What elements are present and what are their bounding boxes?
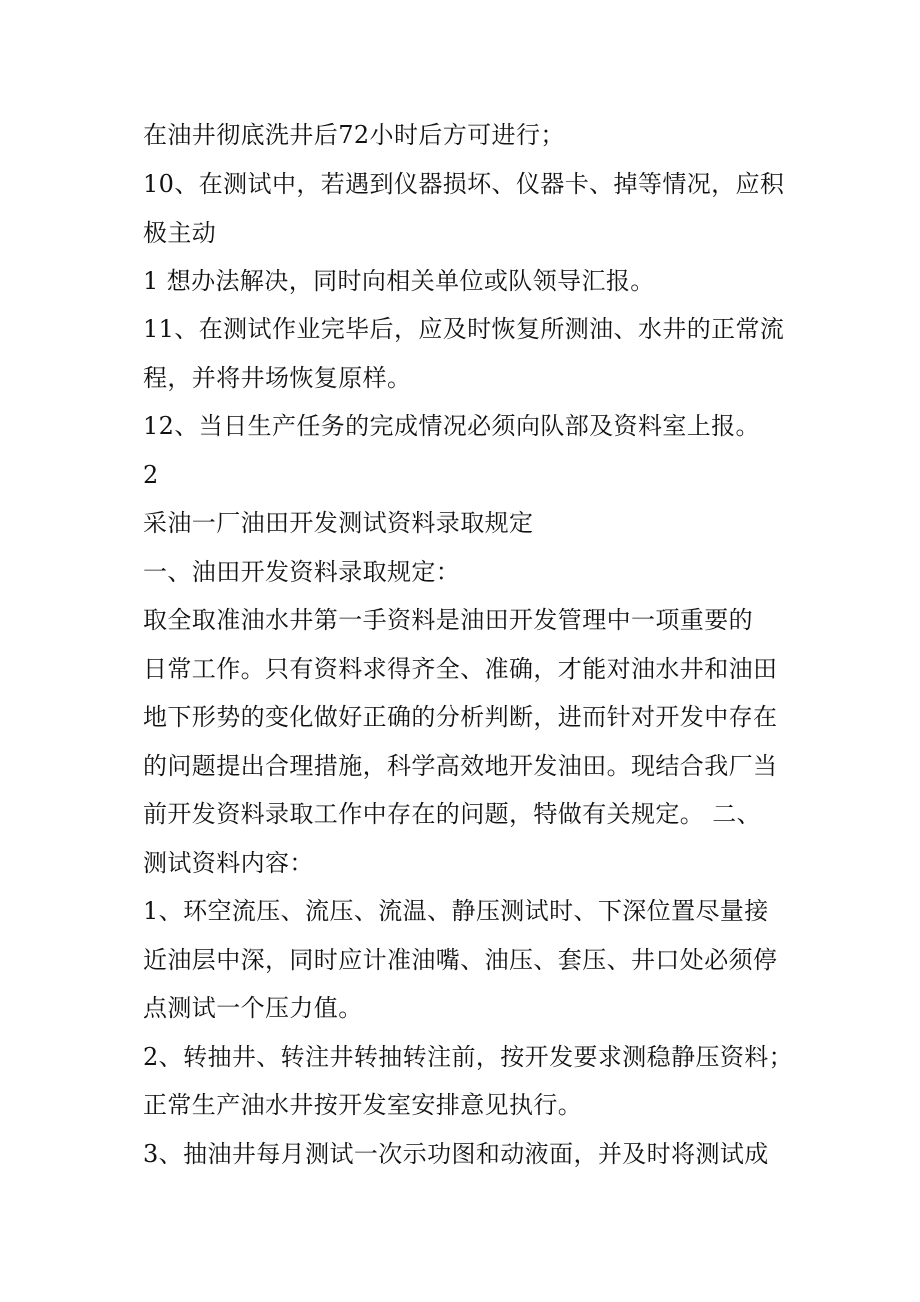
text-line: 地下形势的变化做好正确的分析判断，进而针对开发中存在 [143, 703, 778, 731]
text-line: 点测试一个压力值。 [143, 994, 363, 1022]
text-line: 1 想办法解决，同时向相关单位或队领导汇报。 [143, 267, 655, 295]
text-line: 1、环空流压、流压、流温、静压测试时、下深位置尽量接 [143, 897, 769, 925]
text-line: 取全取准油水井第一手资料是油田开发管理中一项重要的 [143, 606, 753, 634]
text-line: 极主动 [143, 219, 217, 247]
text-line: 近油层中深，同时应计准油嘴、油压、套压、井口处必须停 [143, 946, 778, 974]
section-heading: 一、油田开发资料录取规定： [143, 558, 461, 586]
text-line: 程，并将井场恢复原样。 [143, 364, 412, 392]
page-number: 2 [143, 461, 159, 489]
text-line: 正常生产油水井按开发室安排意见执行。 [143, 1091, 583, 1119]
text-line: 12、当日生产任务的完成情况必须向队部及资料室上报。 [143, 412, 760, 440]
text-line: 2、转抽井、转注井转抽转注前，按开发要求测稳静压资料； [143, 1043, 794, 1071]
text-line: 11、在测试作业完毕后，应及时恢复所测油、水井的正常流 [143, 315, 785, 343]
text-line: 日常工作。只有资料求得齐全、准确，才能对油水井和油田 [143, 655, 778, 683]
text-line: 前开发资料录取工作中存在的问题，特做有关规定。 二、 [143, 800, 762, 828]
section-title: 采油一厂油田开发测试资料录取规定 [143, 509, 534, 537]
text-line: 3、抽油井每月测试一次示功图和动液面，并及时将测试成 [143, 1140, 769, 1168]
text-line: 的问题提出合理措施，科学高效地开发油田。现结合我厂当 [143, 752, 778, 780]
text-line: 在油井彻底洗井后72小时后方可进行； [143, 121, 565, 149]
text-line: 测试资料内容： [143, 849, 314, 877]
text-line: 10、在测试中，若遇到仪器损坏、仪器卡、掉等情况，应积 [143, 170, 785, 198]
